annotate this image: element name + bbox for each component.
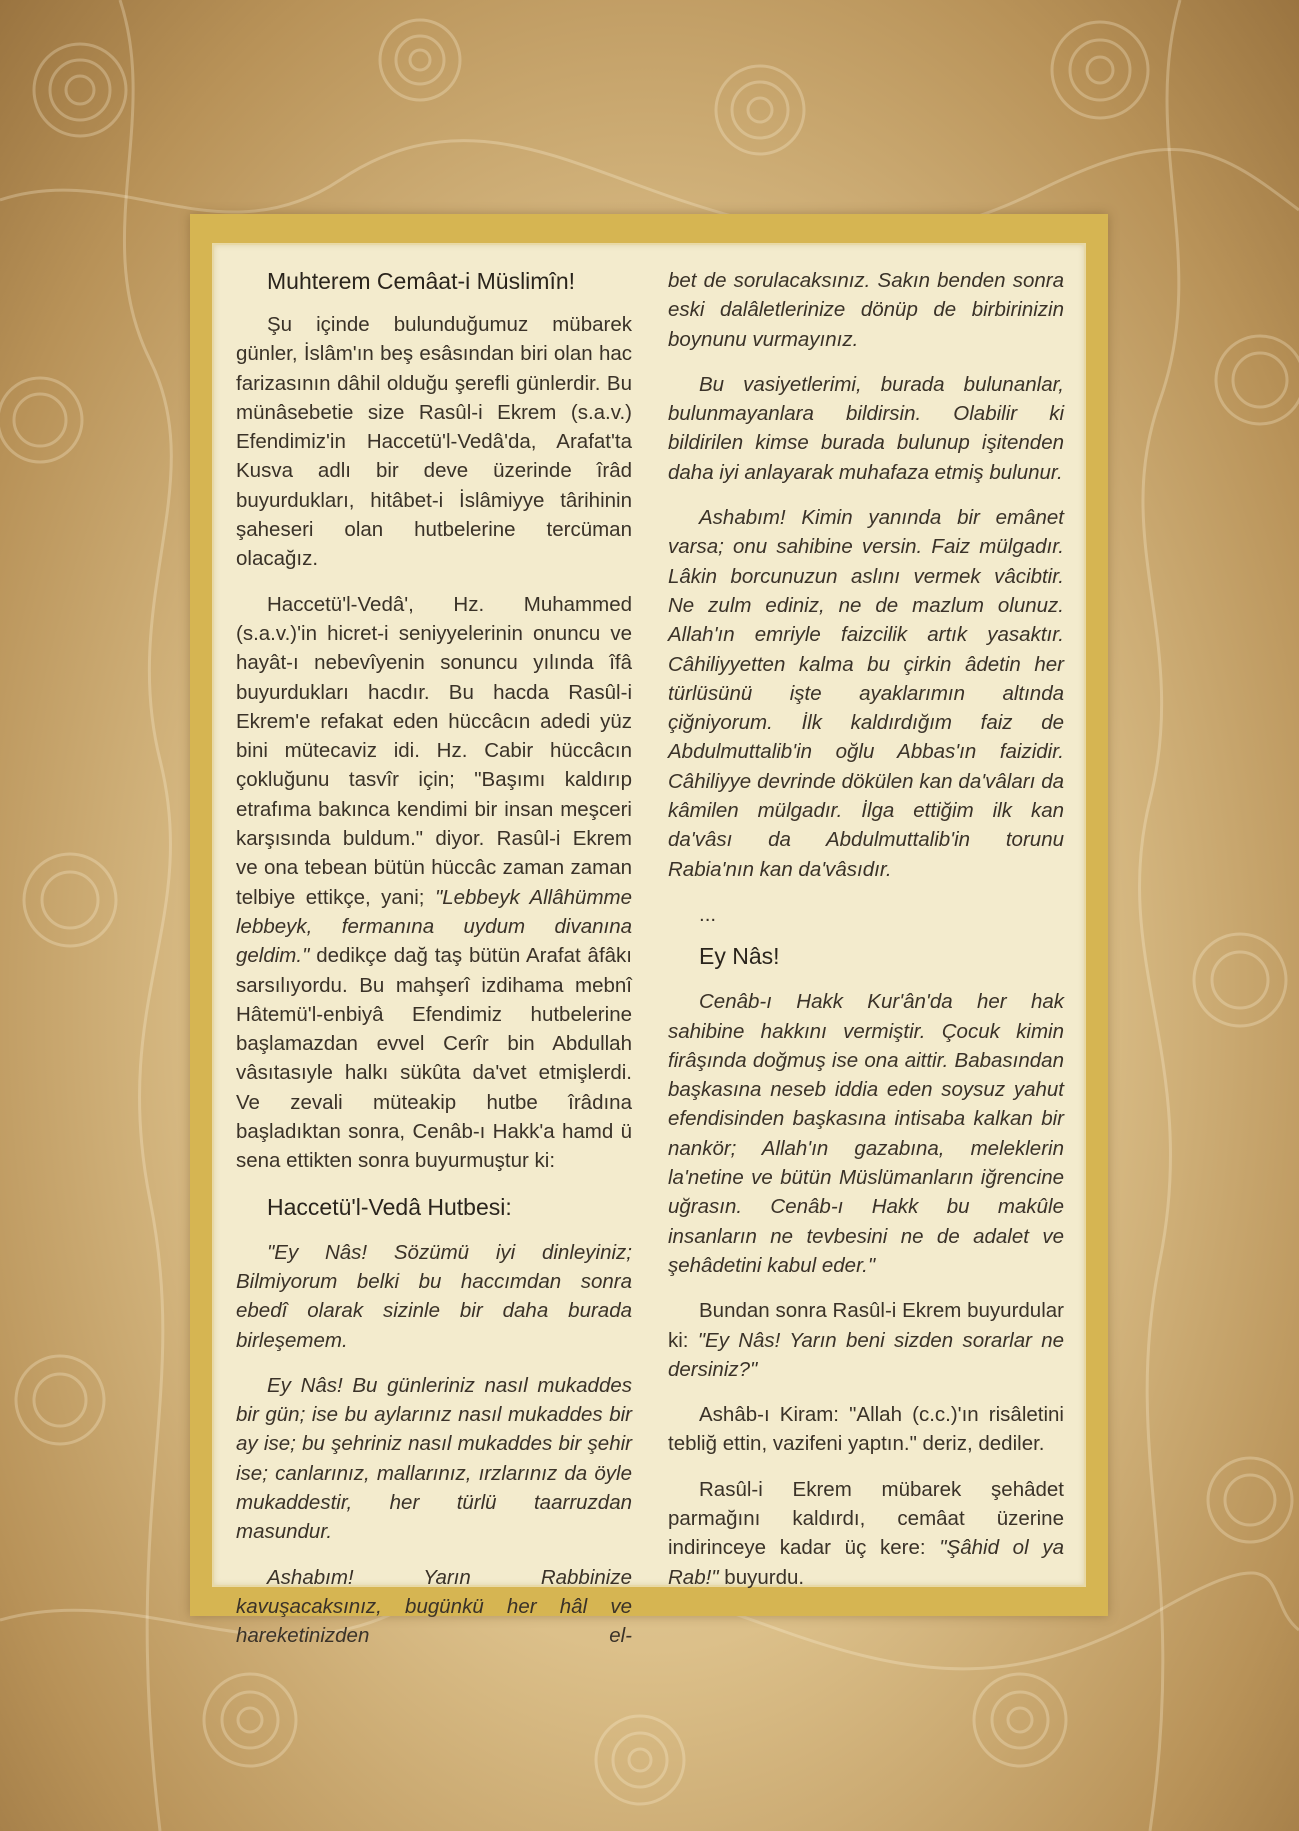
question-quote: "Ey Nâs! Yarın beni sizden sorarlar ne dersiniz?" (668, 1328, 1064, 1381)
question-paragraph (668, 1296, 1064, 1384)
left-column (236, 266, 632, 1666)
sermon-paragraph-2: Ey Nâs! Bu günleriniz nasıl mukaddes bir gün; ise bu aylarınız nasıl mukaddes bir ay ise; bu şehriniz nasıl mukaddes bir şehir ise; canlarınız, mallarınız, ırzlarınız da öyle mukaddestir, her türlü taarruzdan masundur. (236, 1373, 632, 1544)
sermon-paragraph-5: Ashabım! Kimin yanında bir emânet varsa; onu sahibine versin. Faiz mülgadır. Lâkin borcunuzun aslını vermek vâcibtir. Ne zulm ediniz, ne de mazlum olunuz. Allah'ın emriyle faizcilik artık yasaktır. Câhiliyyetten kalma bu çirkin âdetin her türlüsünü işte ayaklarımın altında çiğniyorum. İlk kaldırdığım faiz de Abdulmuttalib'in oğlu Abbas'ın faizidir. Câhiliyye devrinde dökülen kan da'vâları da kâmilen mülgadır. İlga ettiğim ilk kan da'vâsı da Abdulmuttalib'in torunu Rabia'nın kan da'vâsıdır. (668, 506, 1064, 881)
closing-text-a: Rasûl-i Ekrem mübarek şehâdet parmağını kaldırdı, cemâat üzerine indirinceye kadar üç kere: (668, 1477, 1064, 1560)
history-text-a: Haccetü'l-Vedâ', Hz. Muhammed (s.a.v.)'in hicret-i seniyyelerinin onuncu ve hayât-ı nebevîyenin sonuncu yılında îfâ buyurdukları hacdır. Bu hacda Rasûl-i Ekrem'e refakat eden hüccâcın adedi yüz bini mütecaviz idi. Hz. Cabir hüccâcın çokluğunu tasvîr için; "Başımı kaldırıp etrafıma bakınca kendimi bir insan meşceri karşısında buldum." diyor. Rasûl-i Ekrem ve ona tebean bütün hüccâc zaman zaman telbiye ettikçe, yani; (236, 592, 632, 909)
history-text-b: dedikçe dağ taş bütün Arafat âfâkı sarsılıyordu. Bu mahşerî izdihama mebnî Hâtemü'l-enbiyâ Efendimiz hutbelerine başlamazdan evvel Cerîr bin Abdullah vâsıtasıyle halkı sükûta da'vet etmişlerdi. Ve zevali müteakip hutbe îrâdına başladıktan sonra, Cenâb-ı Hakk'a hamd ü sena ettikten sonra buyurmuştur ki: (236, 944, 632, 1173)
companions-answer-paragraph: Ashâb-ı Kiram: "Allah (c.c.)'ın risâletini tebliğ ettin, vazifeni yaptın." deriz, dediler. (668, 1403, 1064, 1456)
greeting-heading: Muhterem Cemâat-i Müslimîn! (267, 268, 576, 294)
closing-paragraph (668, 1475, 1064, 1592)
ellipsis: ... (699, 902, 717, 926)
sermon-continuation: bet de sorulacaksınız. Sakın benden sonra eski dalâletlerinize dönüp de birbirinizin boynunu vurmayınız. (668, 269, 1064, 351)
sermon-paragraph-4: Bu vasiyetlerimi, burada bulunanlar, bulunmayanlara bildirsin. Olabilir ki bildirilen kimse burada bulunup işitenden daha iyi anlayarak muhafaza etmiş bulunur. (668, 372, 1064, 484)
question-text: Bundan sonra Rasûl-i Ekrem buyurdular ki: (668, 1299, 1064, 1352)
talbiyah-quote: "Lebbeyk Allâhümme lebbeyk, fermanına uydum divanına geldim." (236, 885, 632, 968)
closing-text-b: buyurdu. (718, 1565, 805, 1589)
ey-nas-heading: Ey Nâs! (699, 943, 780, 970)
sermon-paragraph-6: Cenâb-ı Hakk Kur'ân'da her hak sahibine hakkını vermiştir. Çocuk kimin firâşında doğmuş ise ona aittir. Babasından başkasına neseb iddia eden soysuz yahut efendisinden başkasına intisaba kalkan bir nankör; Allah'ın gazabına, meleklerin la'netine ve bütün Müslümanların iğrencine uğrasın. Cenâb-ı Hakk bu makûle insanların ne tevbesini ne de adalet ve şehâdetini kabul eder." (668, 990, 1064, 1277)
history-paragraph (236, 590, 632, 1176)
sermon-heading: Haccetü'l-Vedâ Hutbesi: (267, 1193, 512, 1220)
right-column (668, 266, 1064, 1608)
intro-paragraph: Şu içinde bulunduğumuz mübarek günler, İslâm'ın beş esâsından biri olan hac farizasının dâhil olduğu şerefli günlerdir. Bu münâsebetie size Rasûl-i Ekrem (s.a.v.) Efendimiz'in Haccetü'l-Vedâ'da, Arafat'ta Kusva adlı bir deve üzerinde îrâd buyurdukları, hitâbet-i İslâmiyye târihinin şaheseri olan hutbelerine tercüman olacağız. (236, 313, 632, 571)
sermon-paragraph-3: Ashabım! Yarın Rabbinize kavuşacaksınız, bugünkü her hâl ve hareketinizden el- (236, 1565, 632, 1648)
witness-quote: "Şâhid ol ya Rab!" (668, 1536, 1064, 1589)
sermon-paragraph-1: "Ey Nâs! Sözümü iyi dinleyiniz; Bilmiyorum belki bu haccımdan sonra ebedî olarak sizinle bir daha burada birleşemem. (236, 1240, 632, 1352)
